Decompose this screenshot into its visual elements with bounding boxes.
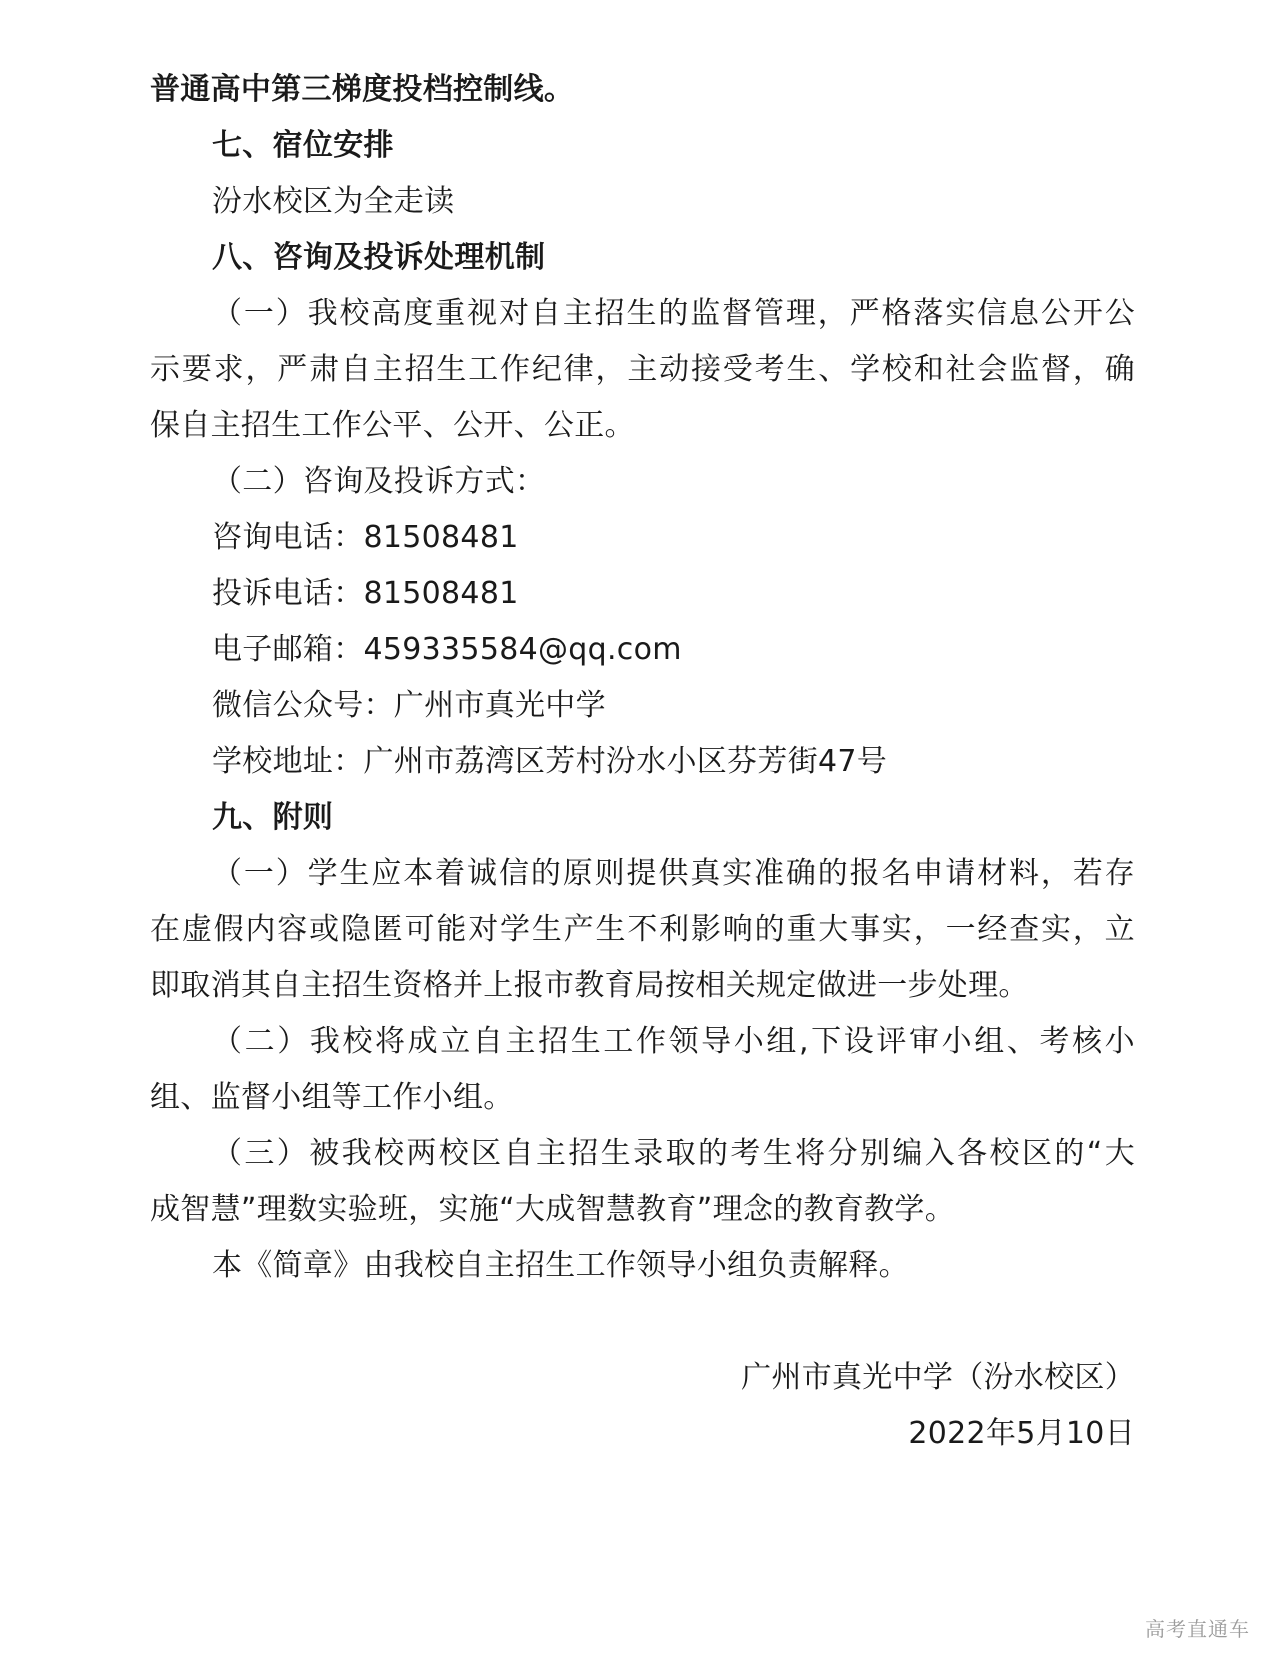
paragraph-line: 示要求，严肃自主招生工作纪律，主动接受考生、学校和社会监督，确 xyxy=(150,352,1135,387)
paragraph-line: （二）我校将成立自主招生工作领导小组,下设评审小组、考核小 xyxy=(212,1024,1135,1059)
watermark-text: 高考直通车 xyxy=(1145,1617,1250,1641)
section-heading-accommodation: 七、宿位安排 xyxy=(212,128,394,163)
paragraph-line: （二）咨询及投诉方式： xyxy=(212,464,546,499)
paragraph-line: （一）学生应本着诚信的原则提供真实准确的报名申请材料，若存 xyxy=(212,856,1135,891)
paragraph-line: （三）被我校两校区自主招生录取的考生将分别编入各校区的“大 xyxy=(212,1136,1135,1171)
paragraph-line: 在虚假内容或隐匿可能对学生产生不利影响的重大事实，一经查实，立 xyxy=(150,912,1135,947)
school-address: 学校地址：广州市荔湾区芳村汾水小区芬芳街47号 xyxy=(212,744,888,779)
signature-school: 广州市真光中学（汾水校区） xyxy=(741,1360,1135,1395)
text-line: 普通高中第三梯度投档控制线。 xyxy=(150,72,575,107)
document-body xyxy=(150,62,1135,1462)
signature-date: 2022年5月10日 xyxy=(908,1416,1135,1451)
blank-line xyxy=(150,1294,1135,1350)
paragraph-line: 本《简章》由我校自主招生工作领导小组负责解释。 xyxy=(212,1248,909,1283)
text-line: 汾水校区为全走读 xyxy=(212,184,455,219)
section-heading-consultation: 八、咨询及投诉处理机制 xyxy=(212,240,546,275)
paragraph-line: 保自主招生工作公平、公开、公正。 xyxy=(150,408,635,443)
consult-phone: 咨询电话：81508481 xyxy=(212,520,519,555)
paragraph-line: 即取消其自主招生资格并上报市教育局按相关规定做进一步处理。 xyxy=(150,968,1029,1003)
paragraph-line: 组、监督小组等工作小组。 xyxy=(150,1080,514,1115)
complaint-phone: 投诉电话：81508481 xyxy=(212,576,519,611)
paragraph-line: 成智慧”理数实验班，实施“大成智慧教育”理念的教育教学。 xyxy=(150,1192,956,1227)
paragraph-line: （一）我校高度重视对自主招生的监督管理，严格落实信息公开公 xyxy=(212,296,1135,331)
email-address: 电子邮箱：459335584@qq.com xyxy=(212,632,682,667)
wechat-account: 微信公众号：广州市真光中学 xyxy=(212,688,606,723)
section-heading-supplementary: 九、附则 xyxy=(212,800,334,835)
